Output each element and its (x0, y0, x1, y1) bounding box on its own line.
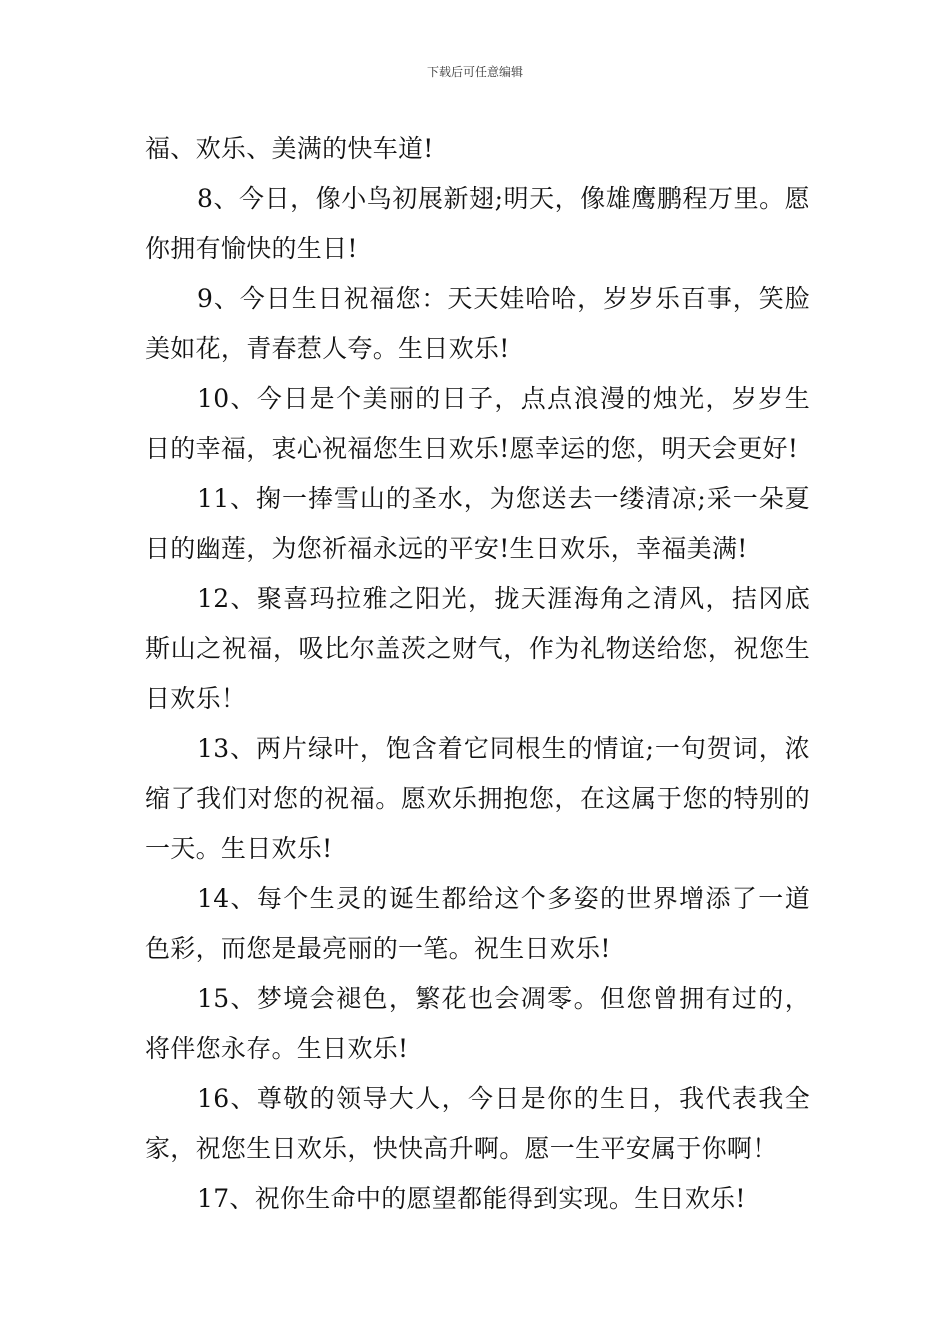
paragraph-item-13: 13、两片绿叶，饱含着它同根生的情谊;一句贺词，浓缩了我们对您的祝福。愿欢乐拥抱您，在这属于您的特别的一天。生日欢乐! (145, 734, 810, 863)
paragraph-item-11: 11、掬一捧雪山的圣水，为您送去一缕清凉;采一朵夏日的幽莲，为您祈福永远的平安!生日欢乐，幸福美满! (145, 484, 810, 563)
header-text: 下载后可任意编辑 (426, 65, 523, 79)
page-header (0, 64, 950, 80)
paragraph-item-12: 12、聚喜玛拉雅之阳光，拢天涯海角之清风，拮冈底斯山之祝福，吸比尔盖茨之财气，作为礼物送给您，祝您生日欢乐！ (145, 584, 810, 713)
paragraph-item-17: 17、祝你生命中的愿望都能得到实现。生日欢乐! (197, 1184, 746, 1213)
paragraph-continuation: 福、欢乐、美满的快车道! (145, 134, 434, 163)
paragraph-item-8: 8、今日，像小鸟初展新翅;明天，像雄鹰鹏程万里。愿你拥有愉快的生日! (145, 184, 810, 263)
paragraph-item-16: 16、尊敬的领导大人，今日是你的生日，我代表我全家，祝您生日欢乐，快快高升啊。愿一生平安属于你啊！ (145, 1084, 810, 1163)
paragraph-item-15: 15、梦境会褪色，繁花也会凋零。但您曾拥有过的，将伴您永存。生日欢乐! (145, 984, 810, 1063)
paragraph-item-14: 14、每个生灵的诞生都给这个多姿的世界增添了一道色彩，而您是最亮丽的一笔。祝生日欢乐! (145, 884, 810, 963)
paragraph-item-9: 9、今日生日祝福您：天天娃哈哈，岁岁乐百事，笑脸美如花，青春惹人夸。生日欢乐! (145, 284, 810, 363)
paragraph-item-10: 10、今日是个美丽的日子，点点浪漫的烛光，岁岁生日的幸福，衷心祝福您生日欢乐!愿幸运的您，明天会更好! (145, 384, 810, 463)
document-body (145, 124, 810, 1224)
